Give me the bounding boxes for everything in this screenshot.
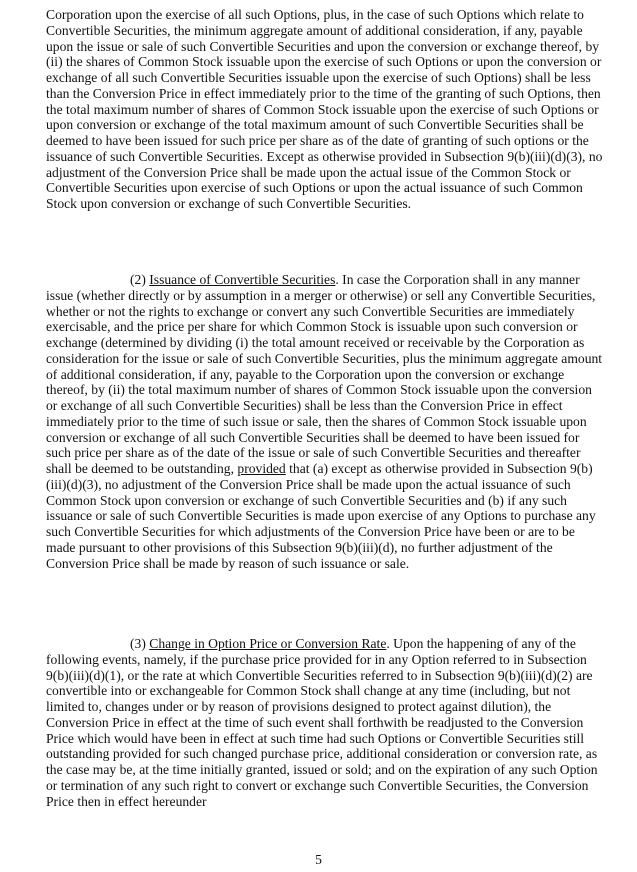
page-number: 5 (315, 852, 322, 867)
paragraph-2-provided: provided (237, 461, 286, 476)
paragraph-1-text: Corporation upon the exercise of all such Options, plus, in the case of such Options which relate to Convertible Securities, the minimum aggregate amount of additional consideration, if any, payable upon the issue or sale of such Convertible Securities and upon the conversion or exchange thereof, by (ii) the shares of Common Stock issuable upon the exercise of such Options or upon the conversion or exchange of all such Convertible Securities issuable upon the exercise of such Options) shall be less than the Conversion Price in effect immediately prior to the time of the granting of such Options, then the total maximum number of shares of Common Stock issuable upon the exercise of such Options or upon conversion or exchange of the total maximum amount of such Convertible Securities shall be deemed to have been issued for such price per share as of the date of granting of such options or the issuance of such Convertible Securities. Except as otherwise provided in Subsection 9(b)(iii)(d)(3), no adjustment of the Conversion Price shall be made upon the actual issue of the Common Stock or Convertible Securities upon exercise of such Options or upon the actual issuance of such Common Stock upon conversion or exchange of such Convertible Securities. (46, 7, 603, 211)
paragraph-3-number: (3) (130, 636, 146, 651)
paragraph-continuation (46, 7, 606, 212)
paragraph-change-in-option-price (46, 636, 606, 809)
paragraph-issuance-of-convertible-securities (46, 272, 606, 571)
paragraph-2-text-a: . In case the Corporation shall in any manner issue (whether directly or by assumption in a merger or otherwise) or sell any Convertible Securities, whether or not the rights to exchange or convert any such Convertible Securities are immediately exercisable, and the price per share for which Common Stock is issuable upon such conversion or exchange (determined by dividing (i) the total amount received or receivable by the Corporation as consideration for the issue or sale of such Convertible Securities, plus the minimum aggregate amount of additional consideration, if any, payable to the Corporation upon the conversion or exchange thereof, by (ii) the total maximum number of shares of Common Stock issuable upon the conversion or exchange of all such Convertible Securities) shall be less than the Conversion Price in effect immediately prior to the time of such issue or sale, then the shares of Common Stock issuable upon conversion or exchange of all such Convertible Securities shall be deemed to have been issued for such price per share as of the date of the issue or sale of such Convertible Securities and thereafter shall be deemed to be outstanding, (46, 272, 603, 476)
paragraph-3-heading: Change in Option Price or Conversion Rate (149, 636, 387, 651)
paragraph-2-text-b: that (a) except as otherwise provided in Subsection 9(b)(iii)(d)(3), no adjustment of the Conversion Price shall be made upon the actual issuance of such Common Stock upon conversion or exchange of such Convertible Securities and (b) if any such issuance or sale of such Convertible Securities is made upon exercise of any Options to purchase any such Convertible Securities for which adjustments of the Conversion Price have been or are to be made pursuant to other provisions of this Subsection 9(b)(iii)(d), no further adjustment of the Conversion Price shall be made by reason of such issuance or sale. (46, 461, 596, 571)
paragraph-3-text: . Upon the happening of any of the following events, namely, if the purchase price provided for in any Option referred to in Subsection 9(b)(iii)(d)(1), or the rate at which Convertible Securities referred to in Subsection 9(b)(iii)(d)(2) are convertible into or exchangeable for Common Stock shall change at any time (including, but not limited to, changes under or by reason of provisions designed to protect against dilution), the Conversion Price in effect at the time of such event shall forthwith be readjusted to the Conversion Price which would have been in effect at such time had such Options or Convertible Securities still outstanding provided for such changed purchase price, additional consideration or conversion rate, as the case may be, at the time initially granted, issued or sold; and on the expiration of any such Option or termination of any such right to convert or exchange such Convertible Securities, the Conversion Price then in effect hereunder (46, 636, 598, 809)
paragraph-2-heading: Issuance of Convertible Securities (149, 272, 336, 287)
paragraph-2-number: (2) (130, 272, 146, 287)
